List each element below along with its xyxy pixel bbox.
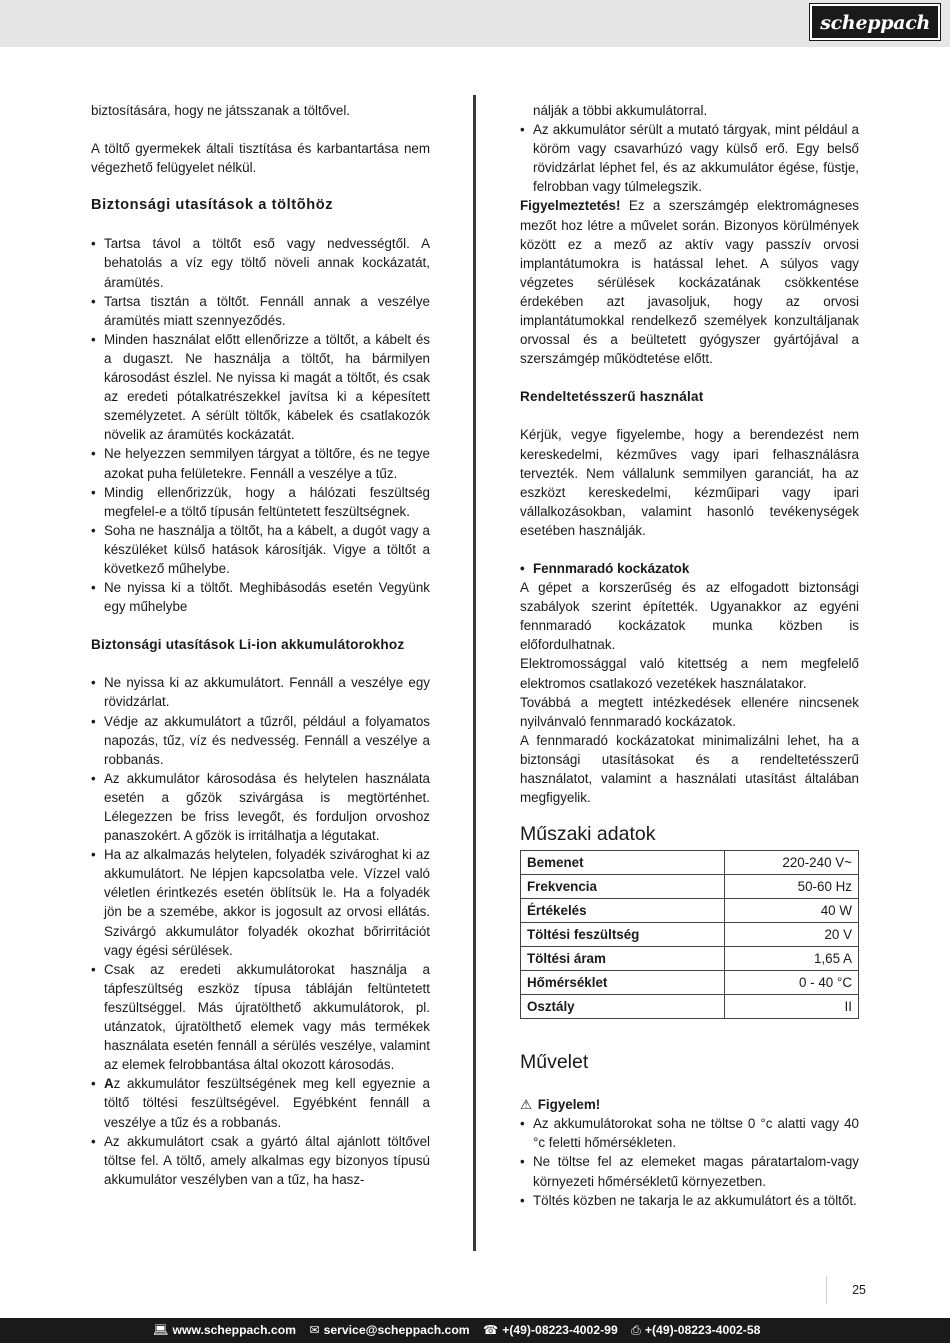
phone-icon: ☎︎ (483, 1323, 499, 1337)
table-row (521, 947, 859, 971)
spec-key: Osztály (521, 995, 725, 1019)
brand-logo: scheppach (810, 4, 940, 40)
page-number: 25 (826, 1276, 866, 1304)
footer-email-text: service@scheppach.com (323, 1323, 470, 1337)
table-row (521, 923, 859, 947)
intended-use-paragraph: Kérjük, vegye figyelembe, hogy a berendezést nem kereskedelmi, kézműves vagy ipari felhasználásra tervezték. Nem vállalunk semmilyen garanciát, ha az eszközt kereskedelmi, kézműipari vagy ipari vállalkozásokban, valamint hasonló tevékenységek esetében használják. (520, 427, 859, 538)
list-item: • Minden használat előtt ellenőrizze a töltőt, a kábelt és a dugaszt. Ne használja a töltőt, ha bármilyen károsodást észlel. Ne nyissa ki magát a töltőt, és csak az eredeti pótalkatrészekkel javítsa ki a képesített személyzetet. A sérült töltők, kábelek és csatlakozók növelik az áramütés kockázatát. (91, 330, 430, 445)
operation-list (520, 1114, 859, 1209)
spec-value: II (724, 995, 858, 1019)
liion-safety-list (91, 673, 430, 1189)
battery-damage-list (520, 120, 859, 196)
continued-paragraph: nálják a többi akkumulátorral. (533, 103, 708, 118)
emf-warning-paragraph (520, 196, 859, 368)
table-row (521, 971, 859, 995)
cleaning-paragraph: A töltő gyermekek általi tisztítása és karbantartása nem végezhető felügyelet nélkül. (91, 141, 430, 176)
spec-key: Értékelés (521, 899, 725, 923)
footer-phone-text: +(49)-08223-4002-99 (502, 1323, 618, 1337)
footer-fax-text: +(49)-08223-4002-58 (644, 1323, 761, 1337)
spec-key: Töltési áram (521, 947, 725, 971)
residual-risk-heading-text: Fennmaradó kockázatok (533, 560, 690, 576)
list-item: • Tartsa távol a töltőt eső vagy nedvességtől. A behatolás a víz egy töltő növeli annak kockázatát, áramütés. (91, 234, 430, 291)
intro-paragraph: biztosítására, hogy ne játsszanak a töltővel. (91, 103, 351, 118)
residual-risk-heading-list (520, 559, 859, 578)
spec-value: 220-240 V~ (724, 851, 858, 875)
spec-value: 1,65 A (724, 947, 858, 971)
charger-safety-heading: Biztonsági utasítások a töltõhöz (91, 197, 334, 214)
list-item: • Az akkumulátorokat soha ne töltse 0 °c alatti vagy 40 °c feletti hőmérsékleten. (520, 1114, 859, 1152)
footer-web[interactable] (153, 1323, 296, 1337)
residual-risk-heading (520, 559, 859, 578)
table-row (521, 851, 859, 875)
table-row (521, 875, 859, 899)
list-item: • Tartsa tisztán a töltőt. Fennáll annak a veszélye áramütés miatt szennyeződés. (91, 292, 430, 330)
list-item: • Védje az akkumulátort a tűzről, például a folyamatos napozás, tűz, víz és nedvesség. Fennáll a veszélye a robbanás. (91, 712, 430, 769)
specs-heading: Műszaki adatok (520, 823, 656, 846)
list-item: • Ne töltse fel az elemeket magas páratartalom-vagy környezeti hőmérsékletű környezetben. (520, 1152, 859, 1190)
spec-value: 40 W (724, 899, 858, 923)
list-item (91, 1074, 430, 1131)
list-item: • Az akkumulátor sérült a mutató tárgyak, mint például a köröm vagy csavarhúzó vagy külső erő. Egy belső rövidzárlat léphet fel, és az akkumulátor égése, füstje, felrobban vagy túlmelegszik. (520, 120, 859, 196)
list-item: • Ha az alkalmazás helytelen, folyadék szivároghat ki az akkumulátort. Ne lépjen kapcsolatba vele. Vízzel való véletlen érintkezés esetén öblítsük le. Ha a folyadék jön be a szemébe, akkor is jogosult az orvosi ellátás. Szivárgó akkumulátor folyadék okozhat bőrirritációt vagy égési sérülések. (91, 845, 430, 960)
column-divider (473, 95, 476, 1251)
footer-phone (483, 1323, 618, 1337)
footer-fax (631, 1323, 760, 1337)
list-item: • Az akkumulátor károsodása és helytelen használata esetén a gőzök szivárgása is megtörténhet. Lélegezzen be friss levegőt, és forduljon orvoshoz panaszokért. A gőzök is irritálhatja a légutakat. (91, 769, 430, 845)
charger-safety-list (91, 234, 430, 616)
footer-email[interactable] (309, 1323, 469, 1337)
operation-heading: Művelet (520, 1051, 589, 1074)
list-item-text: z akkumulátor feszültségének meg kell egyeznie a töltő töltési feszültségével. Egyébként fennáll a veszélye a tűz és a robbanás. (104, 1076, 430, 1130)
list-item: • Mindig ellenőrizzük, hogy a hálózati feszültség megfelel-e a töltő típusán feltüntetett feszültségnek. (91, 483, 430, 521)
warning-text: Ez a szerszámgép elektromágneses mezőt hoz létre a művelet során. Bizonyos körülmények között ez a mező az aktív vagy passzív orvosi implantátumokra is hatással lehet. A súlyos vagy végzetes sérülések kockázatának csökkentése érdekében azt javasoljuk, hogy az orvosi implantátumokkal rendelkező személyek konzultáljanak orvossal és a beültetett gyógyszer gyártójával a szerszámgép működtetése előtt. (520, 198, 859, 367)
residual-paragraph-4: A fennmaradó kockázatokat minimalizálni lehet, ha a biztonsági utasításokat és a rendeltetésszerű használatot, valamint a használati utasítást általában megfigyelik. (520, 732, 859, 806)
list-item: • Soha ne használja a töltőt, ha a kábelt, a dugót vagy a készüléket külső hatások károsítják. Vigye a töltőt a következő műhelybe. (91, 521, 430, 578)
list-item: • Ne nyissa ki az akkumulátort. Fennáll a veszélye egy rövidzárlat. (91, 673, 430, 711)
footer-bar (0, 1318, 950, 1343)
envelope-icon: ✉︎ (309, 1323, 320, 1337)
warning-label: Figyelmeztetés! (520, 198, 621, 214)
spec-value: 50-60 Hz (724, 875, 858, 899)
intended-use-heading: Rendeltetésszerű használat (520, 389, 704, 405)
right-column (520, 101, 859, 1210)
list-item: • Ne nyissa ki a töltőt. Meghibásodás esetén Vegyünk egy műhelybe (91, 578, 430, 616)
footer-web-text: www.scheppach.com (172, 1323, 296, 1337)
fax-icon: ⎙ (631, 1323, 641, 1337)
spec-value: 0 - 40 °C (724, 971, 858, 995)
residual-paragraph-1: A gépet a korszerűség és az elfogadott biztonsági szabályok szerint építették. Ugyanakkor az egyéni fennmaradó kockázatok munka közben is előfordulhatnak. (520, 580, 859, 653)
list-item: • Töltés közben ne takarja le az akkumulátort és a töltőt. (520, 1191, 859, 1210)
table-row (521, 899, 859, 923)
specs-table (520, 850, 859, 1019)
caution-label: Figyelem! (537, 1097, 601, 1113)
liion-safety-heading: Biztonsági utasítások Li-ion akkumulátorokhoz (91, 637, 405, 653)
laptop-icon: 💻︎ (153, 1323, 169, 1337)
spec-key: Hőmérséklet (521, 971, 725, 995)
list-item: • Csak az eredeti akkumulátorokat használja a tápfeszültség eszköz típusa tábláján feltüntetett feszültséggel. Más újratölthető akkumulátorok, pl. utánzatok, újratölthető elemek vagy más termékek használata esetén fennáll a sérülés veszélye, valamint az elemek felrobbantása által okozott károsodás. (91, 960, 430, 1075)
warning-triangle-icon: ⚠ (520, 1097, 533, 1113)
spec-key: Töltési feszültség (521, 923, 725, 947)
list-item: • Ne helyezzen semmilyen tárgyat a töltőre, és ne tegye azokat puha felületekre. Fennáll a veszélye a tűz. (91, 444, 430, 482)
spec-key: Frekvencia (521, 875, 725, 899)
spec-key: Bemenet (521, 851, 725, 875)
caution-line (520, 1095, 859, 1114)
header-bar (0, 0, 950, 47)
spec-value: 20 V (724, 923, 858, 947)
table-row (521, 995, 859, 1019)
list-item: • Az akkumulátort csak a gyártó által ajánlott töltővel töltse fel. A töltő, amely alkalmas egy bizonyos típusú akkumulátor veszélyben van a tűz, ha hasz- (91, 1132, 430, 1189)
residual-paragraph-3: Továbbá a megtett intézkedések ellenére nincsenek nyilvánvaló fennmaradó kockázatok. (520, 694, 859, 729)
left-column (91, 101, 430, 1189)
residual-paragraph-2: Elektromossággal való kitettség a nem megfelelő elektromos csatlakozó vezetékek használatakor. (520, 656, 859, 691)
bold-initial: A (104, 1076, 114, 1092)
